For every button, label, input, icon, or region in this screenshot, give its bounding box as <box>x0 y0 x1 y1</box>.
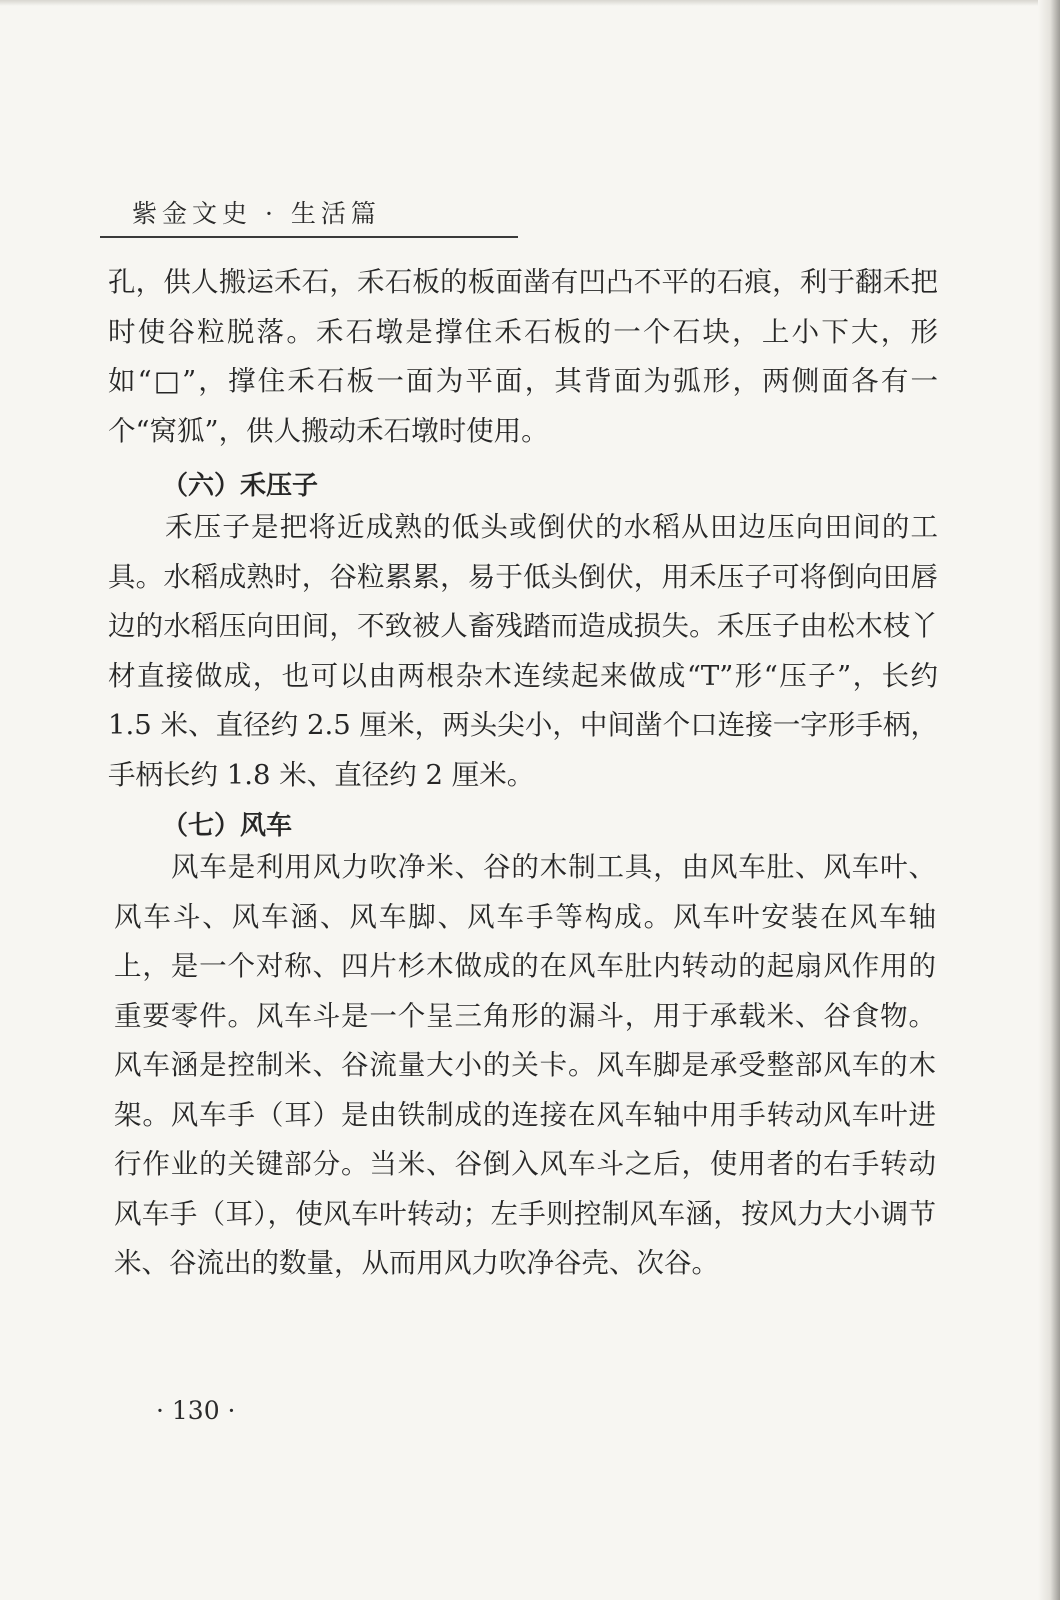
body-paragraph-3: 风车是利用风力吹净米、谷的木制工具，由风车肚、风车叶、风车斗、风车涵、风车脚、风车手等构成。风车叶安装在风车轴上，是一个对称、四片杉木做成的在风车肚内转动的起扇风作用的重要零件。风车斗是一个呈三角形的漏斗，用于承载米、谷食物。风车涵是控制米、谷流量大小的关卡。风车脚是承受整部风车的木架。风车手（耳）是由铁制成的连接在风车轴中用手转动风车叶进行作业的关键部分。当米、谷倒入风车斗之后，使用者的右手转动风车手（耳），使风车叶转动；左手则控制风车涵，按风力大小调节米、谷流出的数量，从而用风力吹净谷壳、次谷。 <box>114 851 936 1279</box>
page-number: · 130 · <box>156 1396 236 1425</box>
header-rule <box>100 236 518 238</box>
running-header: 紫金文史 · 生活篇 <box>132 199 381 228</box>
body-paragraph-2: 禾压子是把将近成熟的低头或倒伏的水稻从田边压向田间的工具。水稻成熟时，谷粒累累，易于低头倒伏，用禾压子可将倒向田唇边的水稻压向田间，不致被人畜残踏而造成损失。禾压子由松木枝丫材直接做成，也可以由两根杂木连续起来做成“T”形“压子”，长约 1.5 米、直径约 2.5 厘米，两头尖小，中间凿个口连接一字形手柄，手柄长约 1.8 米、直径约 2 厘米。 <box>108 511 938 791</box>
section-heading-6: （六）禾压子 <box>162 471 319 501</box>
body-paragraph-1: 孔，供人搬运禾石，禾石板的板面凿有凹凸不平的石痕，利于翻禾把时使谷粒脱落。禾石墩是撑住禾石板的一个石块，上小下大，形如“□”，撑住禾石板一面为平面，其背面为弧形，两侧面各有一个“窝狐”，供人搬动禾石墩时使用。 <box>108 266 938 447</box>
page-top-edge <box>0 0 1060 6</box>
page-right-edge-shadow <box>1038 0 1060 1600</box>
section-heading-7: （七）风车 <box>162 811 293 841</box>
